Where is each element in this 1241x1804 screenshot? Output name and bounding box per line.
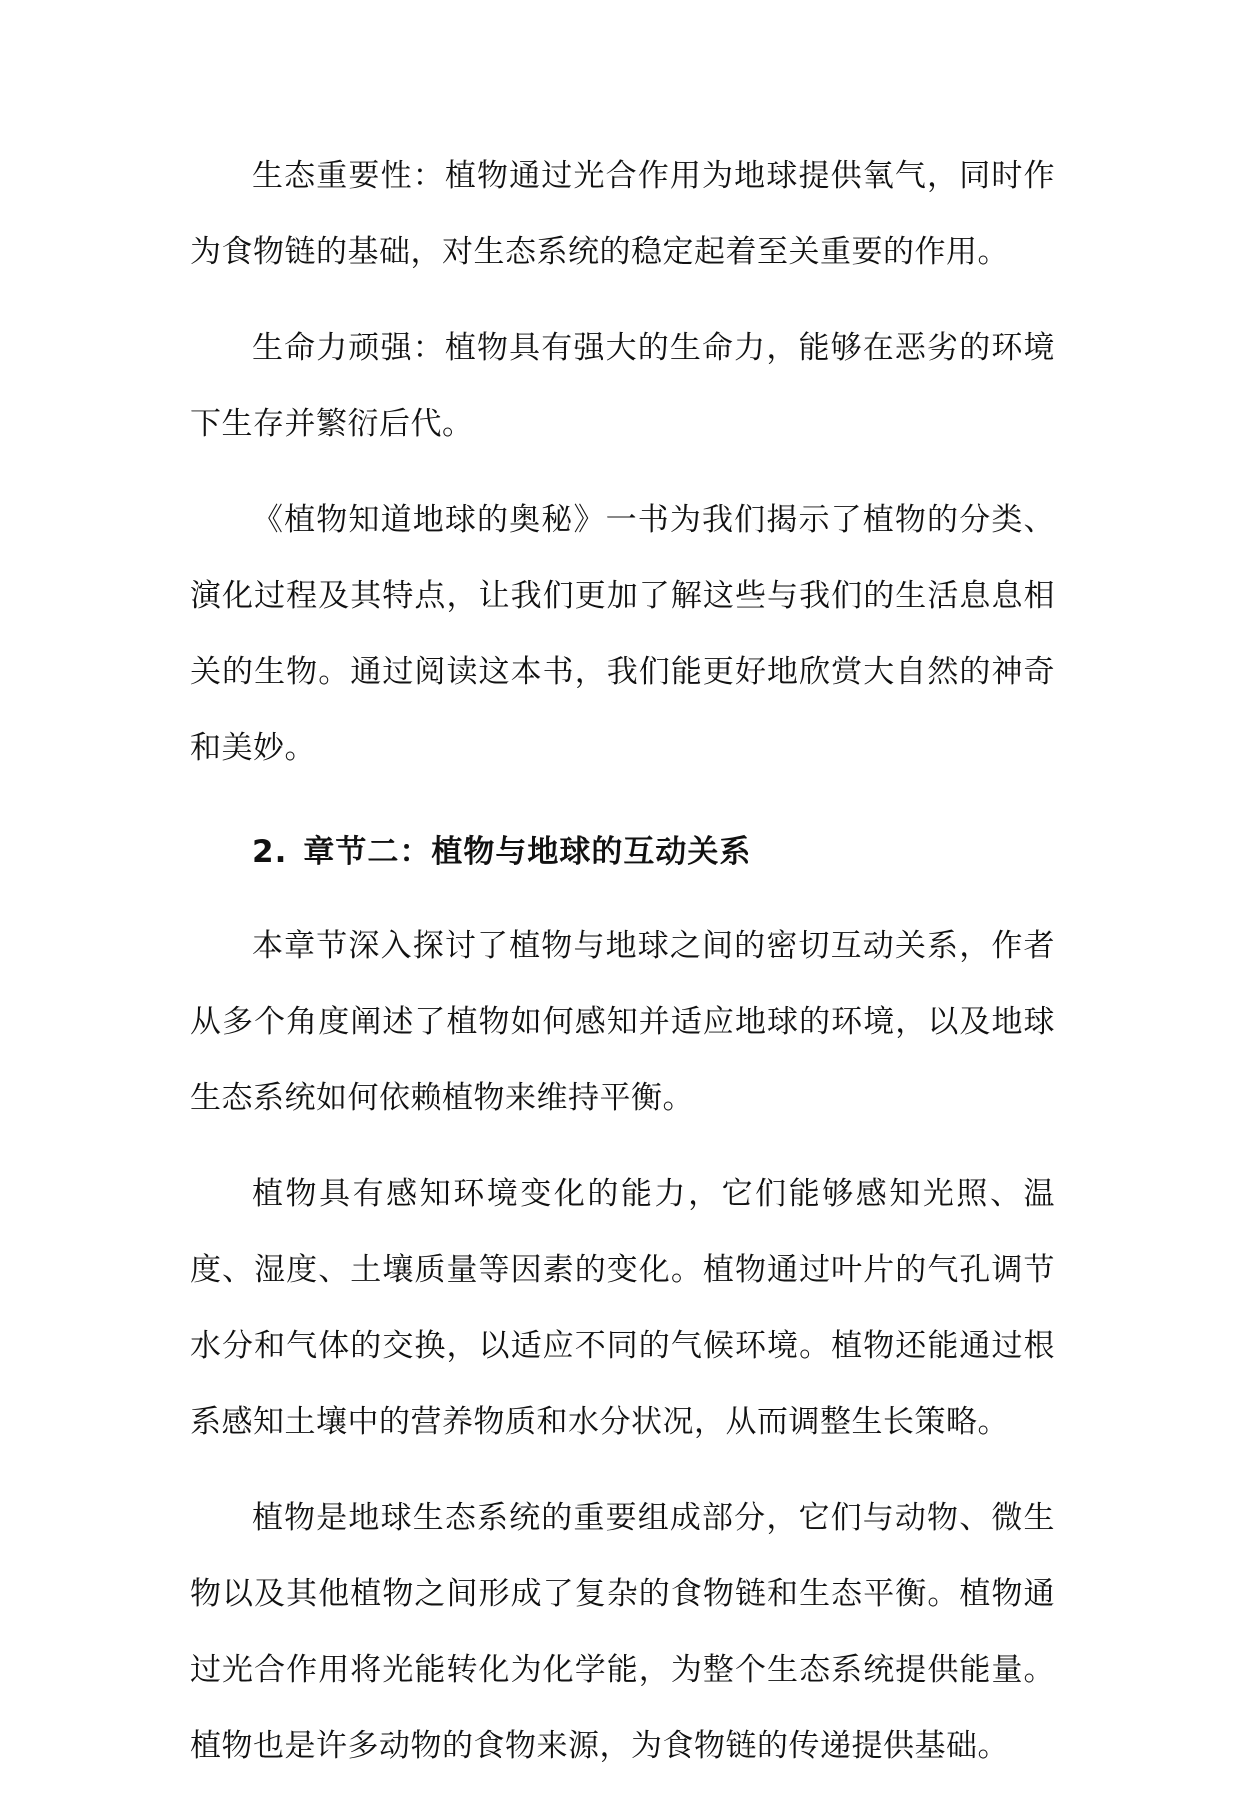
paragraph-ecological-importance: 生态重要性：植物通过光合作用为地球提供氧气，同时作为食物链的基础，对生态系统的稳定起着至关重要的作用。 — [190, 158, 1055, 270]
paragraph-sensing-environment: 植物具有感知环境变化的能力，它们能够感知光照、温度、湿度、土壤质量等因素的变化。植物通过叶片的气孔调节水分和气体的交换，以适应不同的气候环境。植物还能通过根系感知土壤中的营养物质和水分状况，从而调整生长策略。 — [190, 1176, 1055, 1440]
section-title: 章节二：植物与地球的互动关系 — [303, 834, 752, 870]
document-body — [190, 138, 1055, 1804]
paragraph-chapter-intro: 本章节深入探讨了植物与地球之间的密切互动关系，作者从多个角度阐述了植物如何感知并适应地球的环境，以及地球生态系统如何依赖植物来维持平衡。 — [190, 928, 1055, 1116]
paragraph-vitality: 生命力顽强：植物具有强大的生命力，能够在恶劣的环境下生存并繁衍后代。 — [190, 330, 1055, 442]
paragraph-book-summary: 《植物知道地球的奥秘》一书为我们揭示了植物的分类、演化过程及其特点，让我们更加了解这些与我们的生活息息相关的生物。通过阅读这本书，我们能更好地欣赏大自然的神奇和美妙。 — [190, 502, 1055, 766]
section-number: 2. — [252, 834, 288, 870]
paragraph-ecosystem-role: 植物是地球生态系统的重要组成部分，它们与动物、微生物以及其他植物之间形成了复杂的食物链和生态平衡。植物通过光合作用将光能转化为化学能，为整个生态系统提供能量。植物也是许多动物的食物来源，为食物链的传递提供基础。 — [190, 1500, 1055, 1764]
section-heading — [190, 814, 1055, 890]
